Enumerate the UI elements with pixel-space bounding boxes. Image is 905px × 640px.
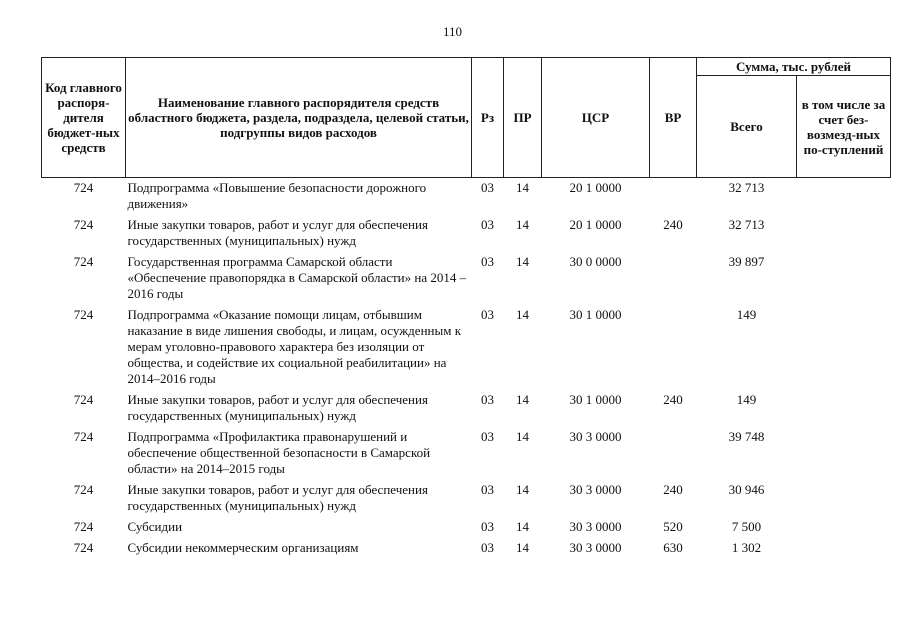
cell-total: 32 713	[728, 180, 765, 195]
cell-code: 724	[73, 482, 94, 497]
cell-pr: 14	[516, 307, 529, 322]
cell-gratuitous	[797, 427, 891, 480]
cell-rz: 03	[481, 180, 494, 195]
table-row	[42, 390, 891, 427]
cell-name: Субсидии некоммерческим организациям	[127, 540, 359, 555]
table-row	[42, 178, 891, 216]
table-body	[42, 178, 891, 560]
cell-vr: 630	[663, 540, 683, 555]
page-number: 110	[442, 24, 463, 39]
cell-pr: 14	[516, 482, 529, 497]
cell-csr: 30 1 0000	[569, 392, 622, 407]
header-csr: ЦСР	[542, 58, 650, 178]
cell-pr: 14	[516, 519, 529, 534]
header-vr: ВР	[650, 58, 697, 178]
cell-csr: 20 1 0000	[569, 180, 622, 195]
cell-code: 724	[73, 392, 94, 407]
cell-name: Подпрограмма «Оказание помощи лицам, отбывшим наказание в виде лишения свободы, и лицам, осужденным к мерам уголовно-правового характера без изоляции от общества, и содействие их социальной реабилитации» на 2014–2016 годы	[127, 307, 462, 386]
cell-csr: 30 1 0000	[569, 307, 622, 322]
cell-name: Субсидии	[127, 519, 183, 534]
budget-table	[41, 57, 891, 559]
cell-total: 149	[736, 392, 757, 407]
cell-name: Подпрограмма «Повышение безопасности дорожного движения»	[127, 180, 427, 211]
cell-rz: 03	[481, 307, 494, 322]
cell-name: Государственная программа Самарской области «Обеспечение правопорядка в Самарской области» на 2014 – 2016 годы	[127, 254, 467, 301]
cell-csr: 30 3 0000	[569, 519, 622, 534]
table-row	[42, 480, 891, 517]
cell-gratuitous	[797, 305, 891, 390]
cell-rz: 03	[481, 482, 494, 497]
cell-gratuitous	[797, 215, 891, 252]
header-rz: Рз	[472, 58, 504, 178]
cell-vr: 240	[663, 482, 683, 497]
table-header	[42, 58, 891, 178]
cell-total: 30 946	[728, 482, 765, 497]
table-row	[42, 252, 891, 305]
header-name: Наименование главного распорядителя средств областного бюджета, раздела, подраздела, целевой статьи, подгруппы видов расходов	[126, 58, 472, 178]
cell-name: Иные закупки товаров, работ и услуг для обеспечения государственных (муниципальных) нужд	[127, 482, 428, 513]
table-row	[42, 427, 891, 480]
cell-csr: 30 3 0000	[569, 429, 622, 444]
cell-gratuitous	[797, 480, 891, 517]
cell-total: 7 500	[731, 519, 762, 534]
cell-total: 149	[736, 307, 757, 322]
cell-csr: 20 1 0000	[569, 217, 622, 232]
cell-name: Иные закупки товаров, работ и услуг для обеспечения государственных (муниципальных) нужд	[127, 392, 428, 423]
cell-gratuitous	[797, 390, 891, 427]
cell-pr: 14	[516, 392, 529, 407]
cell-rz: 03	[481, 429, 494, 444]
cell-total: 39 748	[728, 429, 765, 444]
header-sum: Сумма, тыс. рублей	[697, 58, 891, 76]
table-row	[42, 538, 891, 559]
cell-vr: 240	[663, 217, 683, 232]
cell-code: 724	[73, 254, 94, 269]
cell-code: 724	[73, 217, 94, 232]
table-row	[42, 517, 891, 538]
cell-pr: 14	[516, 217, 529, 232]
cell-rz: 03	[481, 254, 494, 269]
cell-vr	[650, 305, 697, 390]
header-pr: ПР	[504, 58, 542, 178]
cell-rz: 03	[481, 519, 494, 534]
cell-gratuitous	[797, 517, 891, 538]
cell-code: 724	[73, 519, 94, 534]
header-total: Всего	[697, 76, 797, 178]
cell-code: 724	[73, 307, 94, 322]
cell-rz: 03	[481, 217, 494, 232]
cell-vr: 520	[663, 519, 683, 534]
cell-vr	[650, 252, 697, 305]
cell-code: 724	[73, 180, 94, 195]
cell-pr: 14	[516, 180, 529, 195]
cell-name: Иные закупки товаров, работ и услуг для обеспечения государственных (муниципальных) нужд	[127, 217, 428, 248]
cell-vr: 240	[663, 392, 683, 407]
cell-total: 39 897	[728, 254, 765, 269]
cell-total: 32 713	[728, 217, 765, 232]
cell-code: 724	[73, 540, 94, 555]
cell-name: Подпрограмма «Профилактика правонарушений и обеспечение общественной безопасности в Самарской области» на 2014–2015 годы	[127, 429, 431, 476]
cell-csr: 30 0 0000	[569, 254, 622, 269]
cell-csr: 30 3 0000	[569, 540, 622, 555]
cell-gratuitous	[797, 252, 891, 305]
cell-gratuitous	[797, 538, 891, 559]
cell-pr: 14	[516, 254, 529, 269]
table-row	[42, 305, 891, 390]
cell-pr: 14	[516, 540, 529, 555]
cell-rz: 03	[481, 392, 494, 407]
cell-csr: 30 3 0000	[569, 482, 622, 497]
cell-pr: 14	[516, 429, 529, 444]
header-gratuitous: в том числе за счет без-возмезд-ных по-ступлений	[797, 76, 891, 178]
table-row	[42, 215, 891, 252]
cell-vr	[650, 178, 697, 216]
cell-total: 1 302	[731, 540, 762, 555]
cell-vr	[650, 427, 697, 480]
cell-rz: 03	[481, 540, 494, 555]
cell-code: 724	[73, 429, 94, 444]
header-code: Код главного распоря-дителя бюджет-ных средств	[42, 58, 126, 178]
cell-gratuitous	[797, 178, 891, 216]
